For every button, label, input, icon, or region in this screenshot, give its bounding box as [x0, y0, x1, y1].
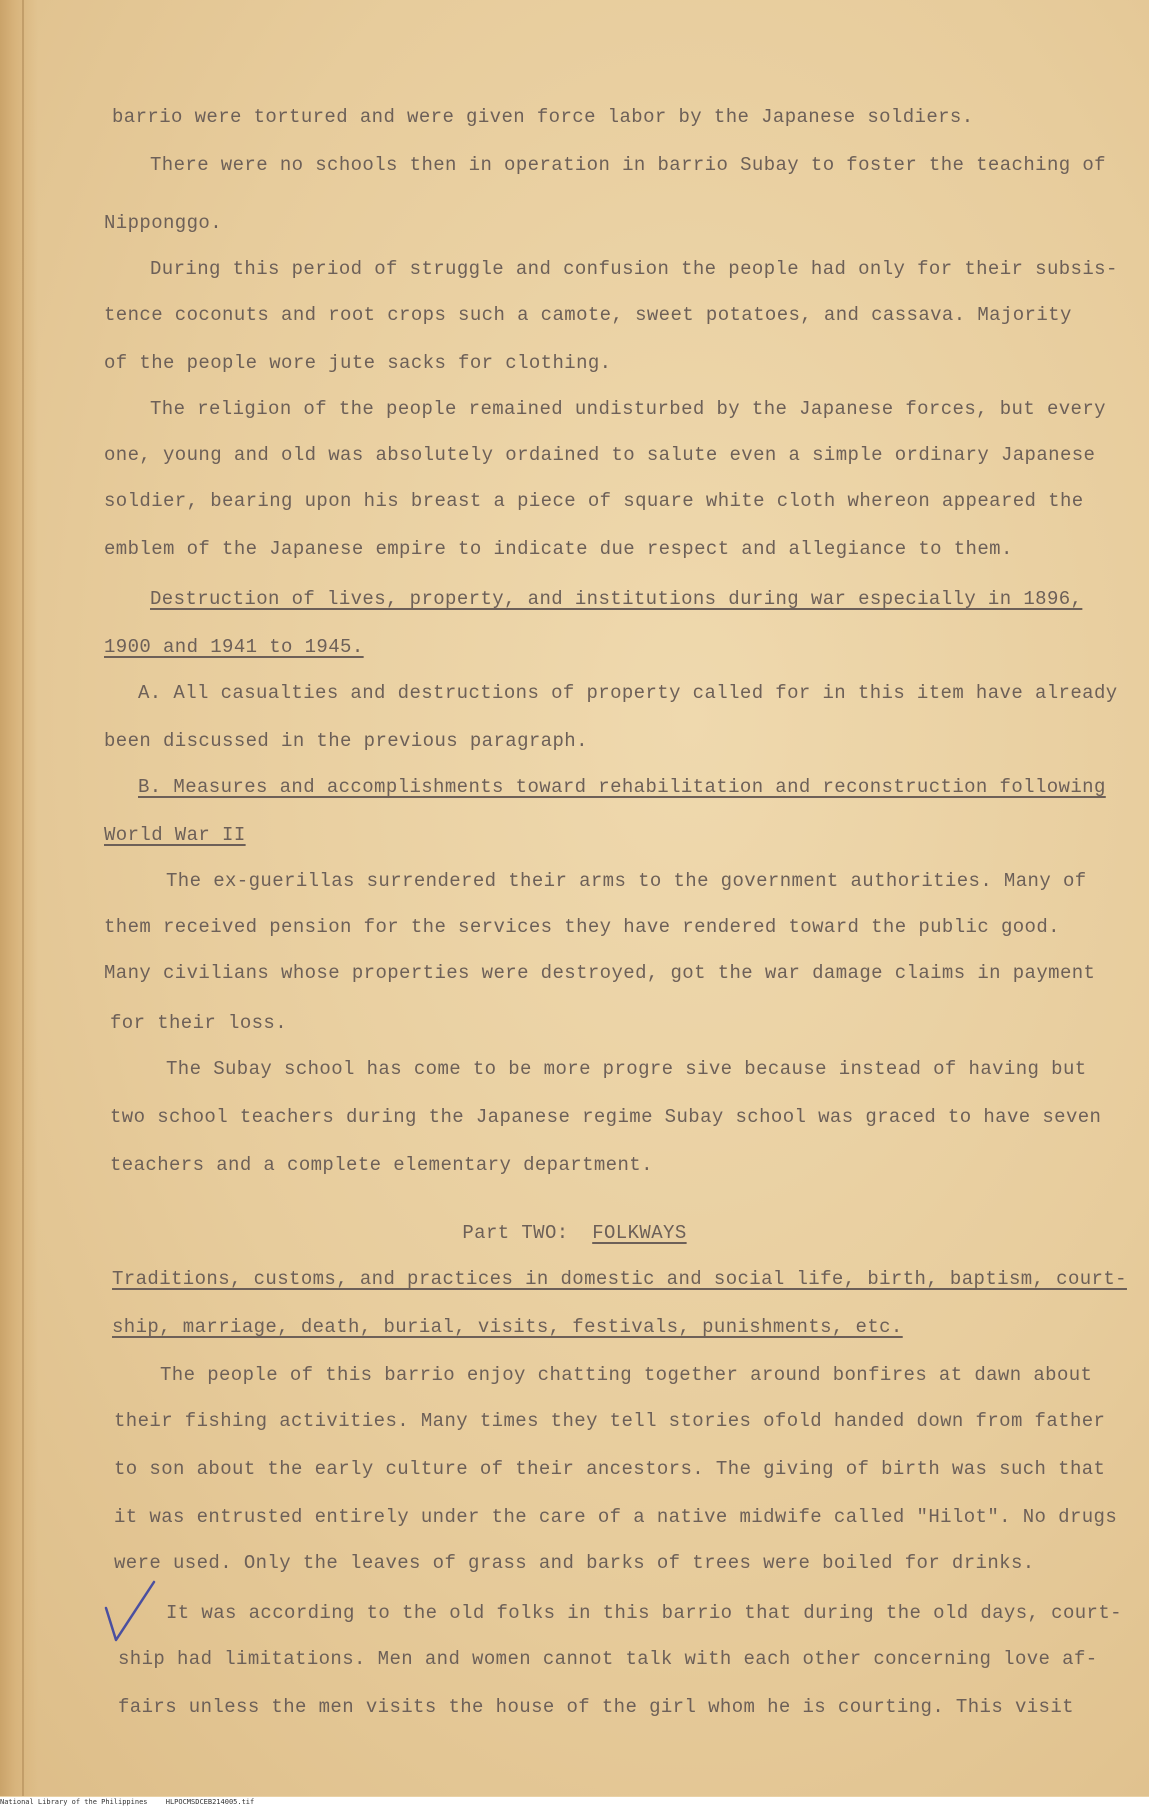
text-line: The people of this barrio enjoy chatting together around bonfires at dawn about [160, 1364, 1093, 1386]
text-line: their fishing activities. Many times they tell stories ofold handed down from father [114, 1410, 1106, 1432]
text-line: it was entrusted entirely under the care of a native midwife called "Hilot". No drugs [114, 1506, 1118, 1528]
text-line: to son about the early culture of their ancestors. The giving of birth was such that [114, 1458, 1106, 1480]
text-line: barrio were tortured and were given force labor by the Japanese soldiers. [112, 106, 974, 128]
pencil-checkmark-icon [102, 1578, 158, 1646]
section-heading: B. Measures and accomplishments toward rehabilitation and reconstruction following [138, 776, 1106, 798]
paper-binding-edge [0, 0, 38, 1796]
section-heading: Traditions, customs, and practices in domestic and social life, birth, baptism, court- [112, 1268, 1127, 1290]
text-line: them received pension for the services they have rendered toward the public good. [104, 916, 1060, 938]
text-line: of the people wore jute sacks for clothing. [104, 352, 612, 374]
text-line: ship had limitations. Men and women cannot talk with each other concerning love af- [118, 1648, 1098, 1670]
footer-library: National Library of the Philippines [0, 1798, 148, 1806]
text-line: The Subay school has come to be more progre sive because instead of having but [166, 1058, 1087, 1080]
text-line: Nipponggo. [104, 212, 223, 234]
part-name: FOLKWAYS [592, 1222, 687, 1244]
text-line: A. All casualties and destructions of property called for in this item have already [138, 682, 1118, 704]
text-line: During this period of struggle and confusion the people had only for their subsis- [150, 258, 1118, 280]
text-line: Many civilians whose properties were destroyed, got the war damage claims in payment [104, 962, 1096, 984]
part-title [0, 1222, 1149, 1244]
section-heading: World War II [104, 824, 246, 846]
text-line: It was according to the old folks in this barrio that during the old days, court- [166, 1602, 1122, 1624]
section-heading: ship, marriage, death, burial, visits, festivals, punishments, etc. [112, 1316, 903, 1338]
text-line: were used. Only the leaves of grass and barks of trees were boiled for drinks. [114, 1552, 1035, 1574]
section-heading: 1900 and 1941 to 1945. [104, 636, 364, 658]
text-line: The ex-guerillas surrendered their arms to the government authorities. Many of [166, 870, 1087, 892]
footer-file-id: HLPOCMSDCEB214005.tif [165, 1798, 255, 1806]
part-label: Part TWO: [462, 1222, 569, 1244]
text-line: soldier, bearing upon his breast a piece of square white cloth whereon appeared the [104, 490, 1084, 512]
text-line: for their loss. [110, 1012, 288, 1034]
text-line: There were no schools then in operation in barrio Subay to foster the teaching of [150, 154, 1106, 176]
text-line: The religion of the people remained undisturbed by the Japanese forces, but every [150, 398, 1106, 420]
scan-footer [0, 1797, 1149, 1808]
paper-fold-line [22, 0, 24, 1796]
text-line: two school teachers during the Japanese regime Subay school was graced to have seven [110, 1106, 1102, 1128]
text-line: teachers and a complete elementary department. [110, 1154, 653, 1176]
text-line: tence coconuts and root crops such a camote, sweet potatoes, and cassava. Majority [104, 304, 1072, 326]
text-line: one, young and old was absolutely ordained to salute even a simple ordinary Japanese [104, 444, 1096, 466]
text-line: been discussed in the previous paragraph. [104, 730, 588, 752]
text-line: emblem of the Japanese empire to indicate due respect and allegiance to them. [104, 538, 1013, 560]
text-line: fairs unless the men visits the house of the girl whom he is courting. This visit [118, 1696, 1074, 1718]
section-heading: Destruction of lives, property, and institutions during war especially in 1896, [150, 588, 1083, 610]
